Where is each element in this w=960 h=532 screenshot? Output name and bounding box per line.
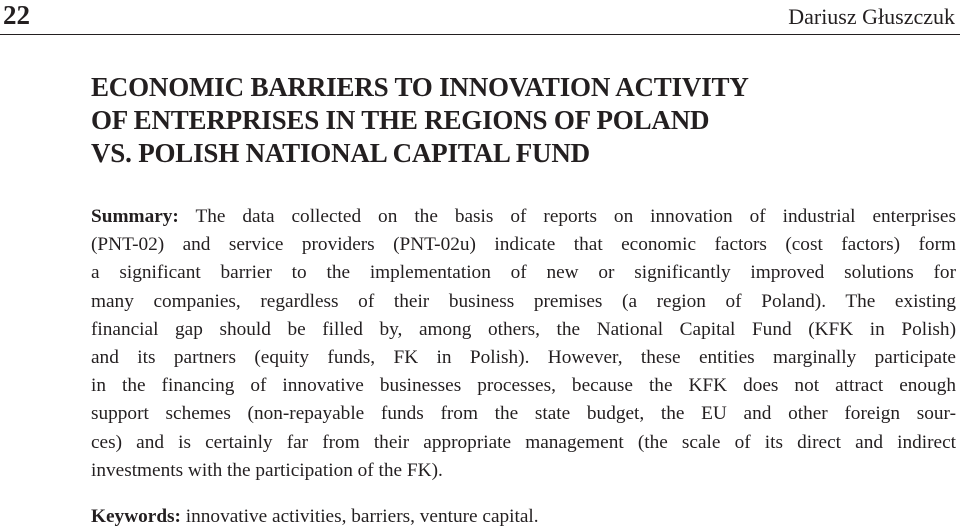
summary-line: many companies, regardless of their business premises (a region of Poland). The existing — [91, 290, 956, 312]
summary-line: ces) and is certainly far from their appropriate management (the scale of its direct and indirect — [91, 431, 956, 453]
page-number: 22 — [3, 0, 30, 30]
keywords-paragraph — [91, 503, 956, 531]
summary-label: Summary: — [91, 206, 179, 227]
summary-line: and its partners (equity funds, FK in Polish). However, these entities marginally participate — [91, 347, 956, 369]
summary-line: investments with the participation of the FK). — [91, 459, 443, 481]
article-title — [91, 71, 891, 170]
title-line: VS. POLISH NATIONAL CAPITAL FUND — [91, 138, 590, 168]
summary-line: a significant barrier to the implementation of new or significantly improved solutions for — [91, 262, 956, 284]
running-header-author: Dariusz Głuszczuk — [788, 4, 955, 29]
title-line: OF ENTERPRISES IN THE REGIONS OF POLAND — [91, 105, 710, 135]
keywords-text: innovative activities, barriers, venture capital. — [185, 506, 539, 527]
summary-line — [91, 203, 956, 231]
summary-line-text: The data collected on the basis of reports on innovation of industrial enterprises — [195, 206, 956, 227]
keywords-label: Keywords: — [91, 506, 181, 527]
summary-paragraph — [91, 203, 956, 485]
summary-line: financial gap should be filled by, among others, the National Capital Fund (KFK in Polish) — [91, 318, 956, 340]
summary-line: support schemes (non-repayable funds from the state budget, the EU and other foreign sour- — [91, 403, 956, 425]
title-line: ECONOMIC BARRIERS TO INNOVATION ACTIVITY — [91, 72, 749, 102]
summary-line: in the financing of innovative businesses processes, because the KFK does not attract enough — [91, 375, 956, 397]
running-header — [0, 0, 960, 35]
summary-line: (PNT-02) and service providers (PNT-02u) indicate that economic factors (cost factors) form — [91, 234, 956, 256]
